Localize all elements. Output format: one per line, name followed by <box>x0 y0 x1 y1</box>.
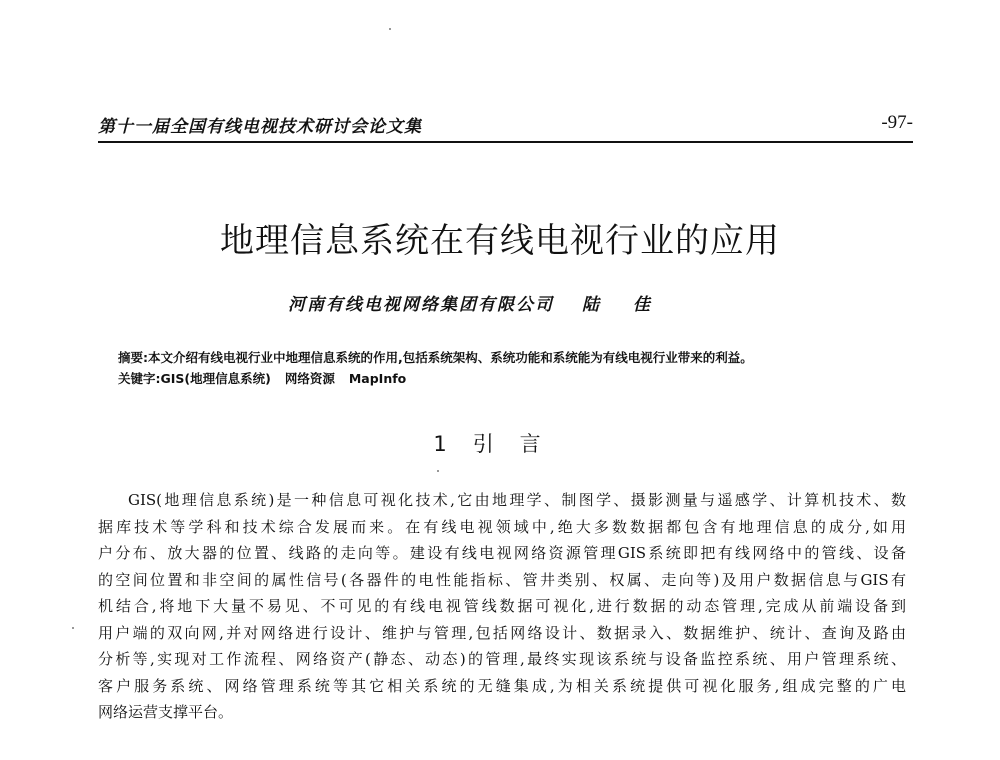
scan-speck <box>437 470 439 472</box>
section-heading <box>0 428 1000 458</box>
author-line <box>288 290 664 315</box>
body-line: 用户端的双向网,并对网络进行设计、维护与管理,包括网络设计、数据录入、数据维护、统计、查询及路由 <box>98 623 906 642</box>
abstract <box>118 348 753 366</box>
abstract-label: 摘要: <box>118 350 148 365</box>
keywords-label: 关键字: <box>118 371 161 386</box>
keyword-item: 网络资源 <box>284 371 335 386</box>
scan-speck <box>72 627 74 629</box>
author-affiliation: 河南有线电视网络集团有限公司 <box>288 295 554 315</box>
paper-title: 地理信息系统在有线电视行业的应用 <box>220 221 780 261</box>
keyword-item: MapInfo <box>348 371 407 386</box>
keywords <box>118 369 420 387</box>
header-rule <box>98 141 913 143</box>
section-number: 1 <box>433 432 447 456</box>
body-line: 网络运营支撑平台。 <box>98 703 234 721</box>
author-name: 陆 佳 <box>582 295 664 315</box>
scan-speck <box>389 28 391 30</box>
body-paragraph <box>98 487 906 726</box>
body-line: 分析等,实现对工作流程、网络资产(静态、动态)的管理,最终实现该系统与设备监控系统、用户管理系统、 <box>98 650 906 668</box>
body-line: 的空间位置和非空间的属性信号(各器件的电性能指标、管井类别、权属、走向等)及用户数据信息与GIS有 <box>98 570 906 589</box>
body-line: 据库技术等学科和技术综合发展而来。在有线电视领域中,绝大多数数据都包含有地理信息的成分,如用 <box>98 517 906 536</box>
body-line: 机结合,将地下大量不易见、不可见的有线电视管线数据可视化,进行数据的动态管理,完成从前端设备到 <box>98 597 906 615</box>
body-line: GIS(地理信息系统)是一种信息可视化技术,它由地理学、制图学、摄影测量与遥感学、计算机技术、数 <box>128 491 906 509</box>
running-header <box>98 112 913 140</box>
body-line: 户分布、放大器的位置、线路的走向等。建设有线电视网络资源管理GIS系统即把有线网络中的管线、设备 <box>98 544 906 562</box>
body-line: 客户服务系统、网络管理系统等其它相关系统的无缝集成,为相关系统提供可视化服务,组成完整的广电 <box>98 676 906 695</box>
section-title: 引言 <box>472 432 567 456</box>
keyword-item: GIS(地理信息系统) <box>160 371 271 386</box>
abstract-text: 本文介绍有线电视行业中地理信息系统的作用,包括系统架构、系统功能和系统能为有线电视行业带来的利益。 <box>148 350 753 365</box>
page-number: -97- <box>881 112 913 133</box>
proceedings-title: 第十一届全国有线电视技术研讨会论文集 <box>98 117 422 137</box>
